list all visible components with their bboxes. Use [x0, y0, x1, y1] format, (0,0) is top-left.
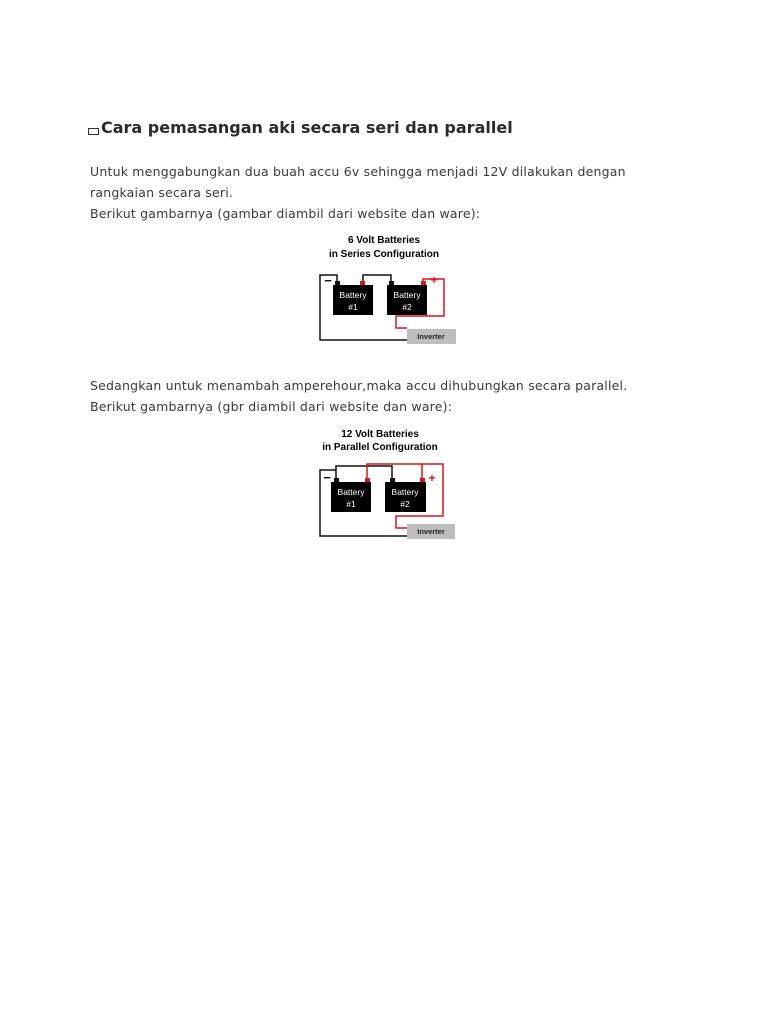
parallel-diagram-subtitle: in Parallel Configuration	[322, 442, 438, 453]
plus-sign: +	[428, 471, 436, 485]
paragraph-parallel	[90, 375, 627, 417]
battery-2-number: #2	[400, 499, 410, 509]
minus-sign: −	[324, 273, 332, 288]
battery-1-number: #1	[348, 302, 358, 312]
series-configuration-diagram	[316, 232, 460, 346]
battery-2-number: #2	[402, 302, 412, 312]
bullet-icon	[88, 128, 99, 135]
text-line: Untuk menggabungkan dua buah accu 6v sehingga menjadi 12V dilakukan dengan	[90, 164, 626, 179]
series-diagram-title: 6 Volt Batteries	[347, 235, 421, 246]
inverter-label: Inverter	[417, 332, 445, 341]
parallel-configuration-diagram	[314, 426, 460, 540]
plus-sign: +	[430, 273, 438, 287]
page-title	[88, 118, 513, 137]
battery-2-label: Battery	[391, 487, 419, 497]
series-diagram-subtitle: in Series Configuration	[328, 249, 440, 260]
battery-1-number: #1	[346, 499, 356, 509]
text-line: Berikut gambarnya (gambar diambil dari website dan ware):	[90, 206, 481, 221]
series-link-wire	[363, 275, 391, 285]
paragraph-series	[90, 161, 626, 224]
parallel-diagram-title: 12 Volt Batteries	[341, 429, 419, 440]
text-line: rangkaian secara seri.	[90, 185, 234, 200]
text-line: Sedangkan untuk menambah amperehour,maka accu dihubungkan secara parallel.	[90, 378, 628, 393]
page-title-text: Cara pemasangan aki secara seri dan parallel	[101, 118, 513, 137]
negative-link-wire	[336, 466, 392, 482]
minus-sign: −	[323, 470, 331, 485]
battery-1-label: Battery	[337, 487, 365, 497]
text-line: Berikut gambarnya (gbr diambil dari website dan ware):	[90, 399, 453, 414]
inverter-label: Inverter	[417, 527, 445, 536]
battery-1-label: Battery	[339, 290, 367, 300]
battery-2-label: Battery	[393, 290, 421, 300]
